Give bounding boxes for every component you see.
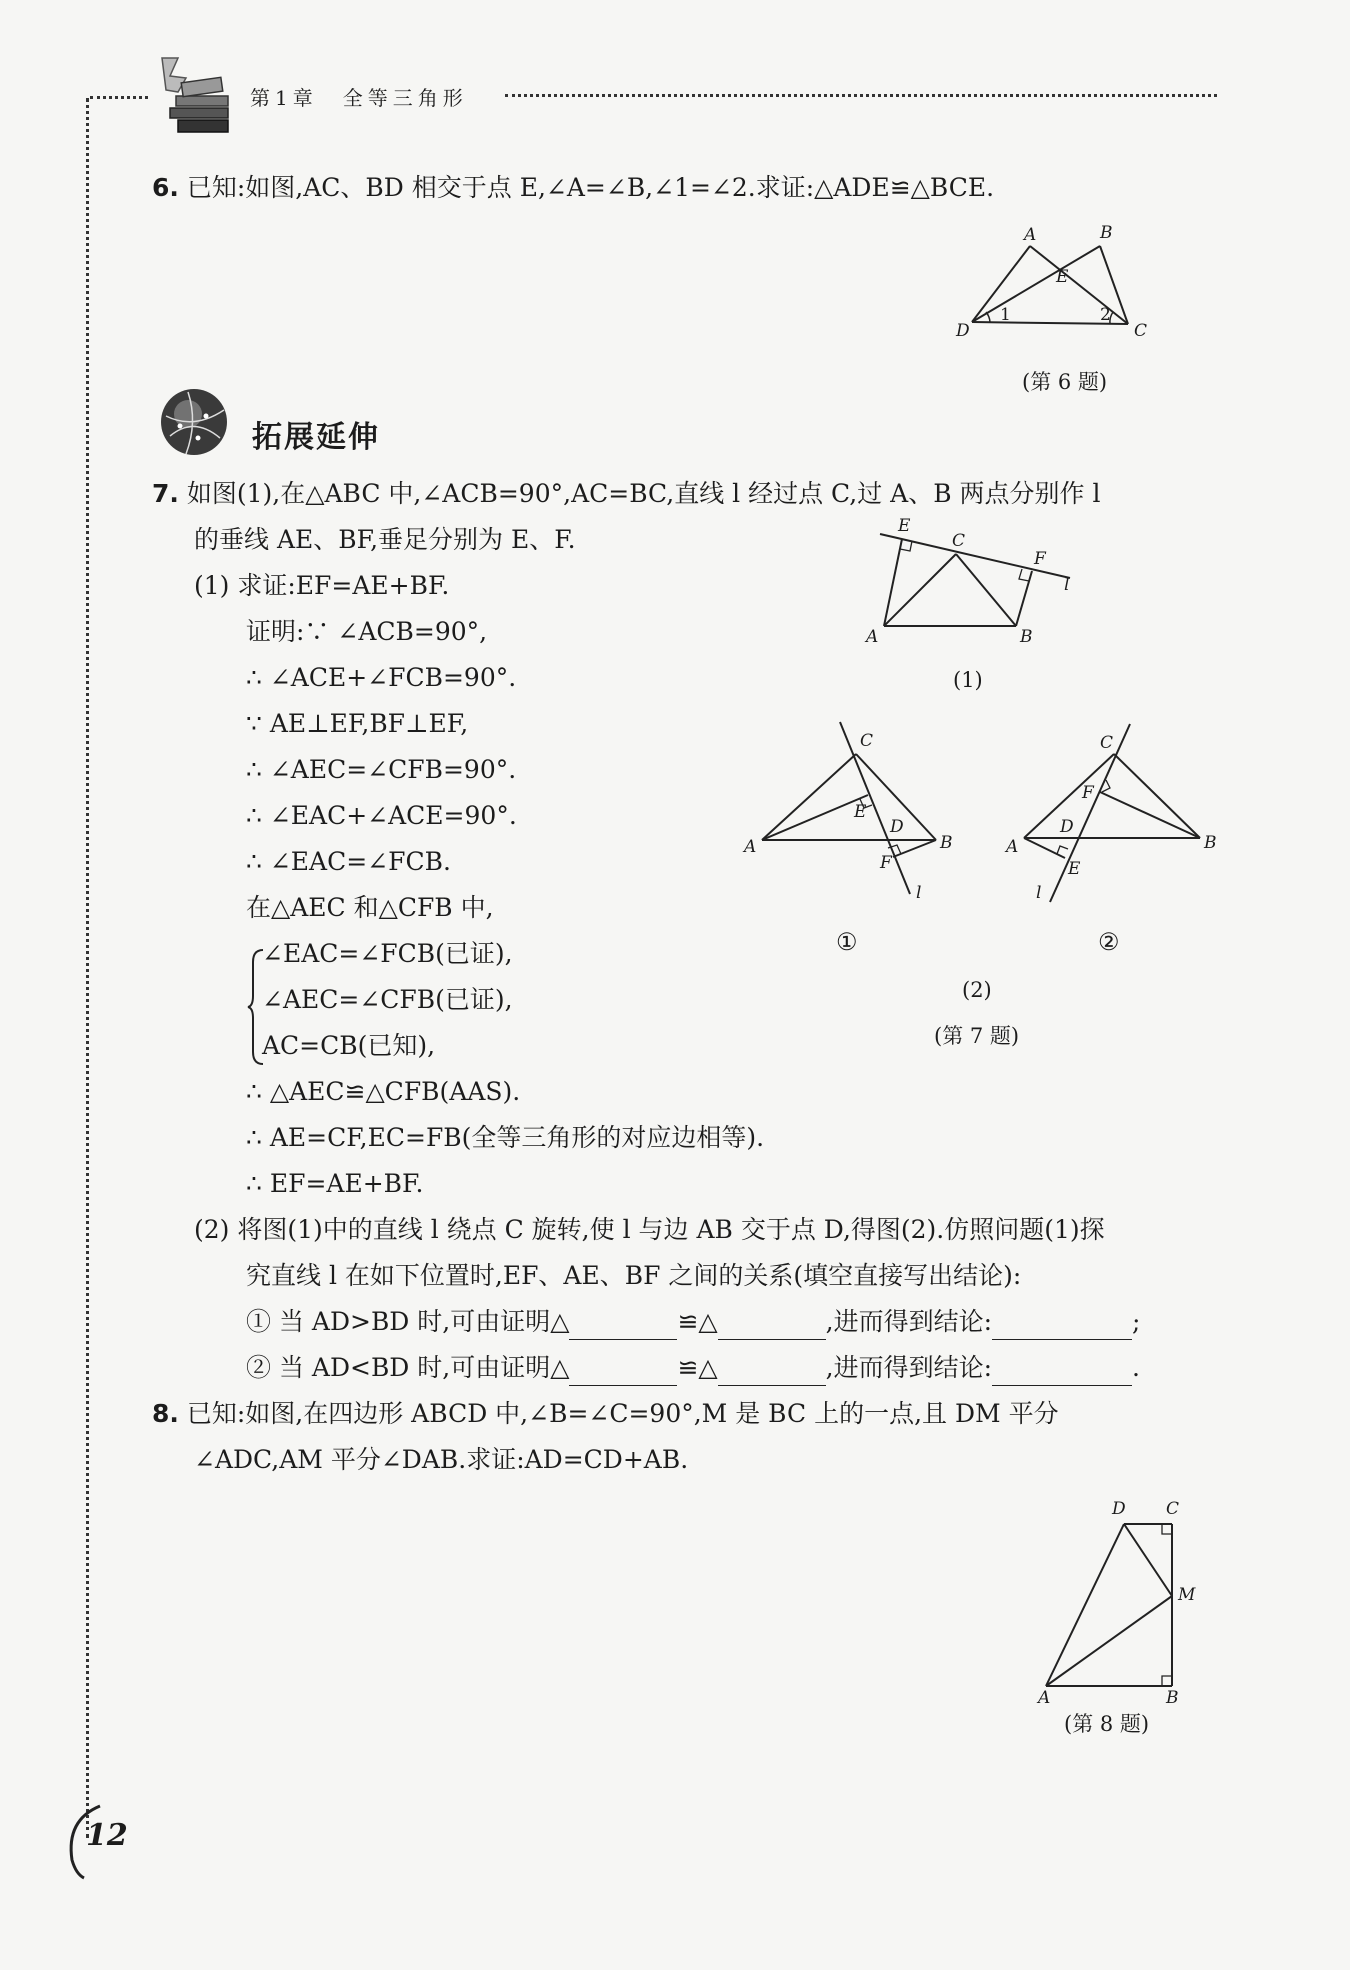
label-D: D [956, 321, 970, 341]
label-B: B [1204, 833, 1217, 853]
conclusion-line-1: ∴ △AEC≌△CFB(AAS). [246, 1077, 521, 1106]
label-A: A [1006, 837, 1019, 857]
question-8-line-1 [152, 1396, 1059, 1432]
question-8-line-2: ∠ADC,AM 平分∠DAB.求证:AD=CD+AB. [194, 1445, 689, 1474]
system-line-1: ∠EAC=∠FCB(已证), [262, 939, 513, 968]
right-angle-E [1057, 846, 1068, 854]
segment-DB [972, 246, 1100, 322]
label-E: E [1068, 859, 1081, 879]
label-E: E [898, 518, 911, 536]
segment-AD [1046, 1524, 1124, 1686]
question-7-text-1: 如图(1),在△ABC 中,∠ACB=90°,AC=BC,直线 l 经过点 C,过 A、B 两点分别作 l [186, 479, 1101, 508]
case-2-text: ② 当 AD<BD 时,可由证明△ [246, 1353, 570, 1382]
case-2-congruent-symbol: ≌△ [677, 1353, 718, 1382]
label-F: F [1034, 549, 1046, 569]
case-2-end: . [1132, 1353, 1140, 1382]
segment-DM [1124, 1524, 1172, 1596]
caption-question-8: (第 8 题) [1064, 1712, 1150, 1736]
question-6-text: 已知:如图,AC、BD 相交于点 E,∠A=∠B,∠1=∠2.求证:△ADE≌△BCE. [186, 173, 995, 202]
label-B: B [1020, 627, 1033, 647]
label-l: l [1036, 883, 1042, 903]
figure-question-7-1 [860, 518, 1100, 648]
line-l [840, 722, 910, 894]
blank-case-2-conclusion[interactable] [992, 1359, 1132, 1386]
question-7-intro-2: 的垂线 AE、BF,垂足分别为 E、F. [194, 525, 576, 554]
question-7-part-2-line-2: 究直线 l 在如下位置时,EF、AE、BF 之间的关系(填空直接写出结论): [246, 1261, 1022, 1290]
question-6-number: 6. [152, 173, 179, 202]
caption-figure-7-2: (2) [962, 978, 992, 1002]
case-1-line [246, 1304, 1140, 1340]
label-D: D [1060, 817, 1074, 837]
page-number: 12 [86, 1818, 128, 1853]
caption-question-7: (第 7 题) [934, 1024, 1020, 1048]
label-B: B [1166, 1688, 1179, 1706]
label-E: E [854, 802, 867, 822]
case-1-text: ① 当 AD>BD 时,可由证明△ [246, 1307, 570, 1336]
margin-dotted-line [86, 98, 89, 1838]
globe-icon [158, 386, 230, 458]
segment-AM [1046, 1596, 1172, 1686]
caption-figure-7-1: (1) [953, 668, 983, 692]
proof-line-5: ∴ ∠EAC+∠ACE=90°. [246, 801, 517, 830]
system-line-2: ∠AEC=∠CFB(已证), [262, 985, 513, 1014]
label-C: C [1134, 321, 1148, 341]
segment-BF [1100, 792, 1200, 838]
case-1-congruent-symbol: ≌△ [677, 1307, 718, 1336]
label-A: A [1038, 1688, 1051, 1706]
question-8-text-1: 已知:如图,在四边形 ABCD 中,∠B=∠C=90°,M 是 BC 上的一点,且 DM 平分 [186, 1399, 1059, 1428]
label-l: l [916, 883, 922, 903]
label-E: E [1056, 267, 1069, 287]
segment-CB [956, 554, 1016, 626]
segment-AC [762, 754, 856, 840]
label-A: A [744, 837, 757, 857]
label-B: B [940, 833, 953, 853]
right-angle-F [1019, 569, 1029, 581]
label-angle-1: 1 [1000, 305, 1011, 325]
proof-line-6: ∴ ∠EAC=∠FCB. [246, 847, 451, 876]
proof-line-4: ∴ ∠AEC=∠CFB=90°. [246, 755, 517, 784]
case-2-line [246, 1350, 1140, 1386]
system-line-3: AC=CB(已知), [262, 1031, 436, 1060]
label-C: C [1166, 1499, 1180, 1519]
blank-case-2-triangle-2[interactable] [718, 1359, 826, 1386]
question-6 [152, 170, 994, 206]
figure-question-7-2-2 [1000, 716, 1220, 906]
line-l [1050, 724, 1130, 902]
question-8-number: 8. [152, 1399, 179, 1428]
caption-question-6: (第 6 题) [1022, 370, 1108, 394]
label-l: l [1064, 575, 1070, 595]
label-A: A [1024, 225, 1037, 245]
header-dotted-line-right [505, 94, 1217, 97]
segment-AC [884, 554, 956, 626]
label-A: A [866, 627, 879, 647]
label-C: C [860, 731, 874, 751]
question-7-part-1: (1) 求证:EF=AE+BF. [194, 571, 450, 600]
label-D: D [1112, 1499, 1126, 1519]
case-1-end: ; [1132, 1307, 1141, 1336]
label-F: F [880, 853, 892, 873]
proof-line-1: 证明:∵ ∠ACB=90°, [246, 617, 488, 646]
proof-line-3: ∵ AE⊥EF,BF⊥EF, [246, 709, 469, 738]
label-M: M [1178, 1585, 1196, 1605]
figure-question-7-2-1 [738, 716, 958, 906]
segment-BF [893, 840, 936, 857]
chapter-header: 第1章 全等三角形 [250, 86, 468, 110]
label-C: C [1100, 733, 1114, 753]
label-angle-2: 2 [1100, 305, 1111, 325]
blank-case-1-triangle-1[interactable] [569, 1313, 677, 1340]
question-7-number: 7. [152, 479, 179, 508]
figure-question-8 [1030, 1496, 1210, 1706]
label-D: D [890, 817, 904, 837]
conclusion-line-2: ∴ AE=CF,EC=FB(全等三角形的对应边相等). [246, 1123, 765, 1152]
section-title: 拓展延伸 [252, 420, 380, 455]
segment-AE [884, 539, 902, 626]
case-1-then-text: ,进而得到结论: [825, 1307, 993, 1336]
label-F: F [1082, 783, 1094, 803]
blank-case-1-triangle-2[interactable] [718, 1313, 826, 1340]
book-stack-icon [148, 52, 240, 142]
question-7-intro-1 [152, 476, 1101, 512]
case-2-then-text: ,进而得到结论: [825, 1353, 993, 1382]
question-7-part-2-line-1: (2) 将图(1)中的直线 l 绕点 C 旋转,使 l 与边 AB 交于点 D,得图(2).仿照问题(1)探 [194, 1215, 1105, 1244]
header-dotted-line-left [90, 96, 148, 99]
conclusion-line-3: ∴ EF=AE+BF. [246, 1169, 424, 1198]
segment-AE [762, 795, 868, 840]
label-C: C [952, 531, 966, 551]
proof-line-2: ∴ ∠ACE+∠FCB=90°. [246, 663, 517, 692]
angle-1-arc [986, 312, 990, 322]
proof-line-7: 在△AEC 和△CFB 中, [246, 893, 494, 922]
right-angle-C [1162, 1524, 1172, 1534]
blank-case-2-triangle-1[interactable] [569, 1359, 677, 1386]
figure-question-6 [950, 220, 1200, 345]
right-angle-B [1162, 1676, 1172, 1686]
label-B: B [1100, 223, 1113, 243]
blank-case-1-conclusion[interactable] [992, 1313, 1132, 1340]
caption-figure-7-2-sub-1: ① [836, 928, 858, 956]
segment-CB [1114, 754, 1200, 838]
caption-figure-7-2-sub-2: ② [1098, 928, 1120, 956]
